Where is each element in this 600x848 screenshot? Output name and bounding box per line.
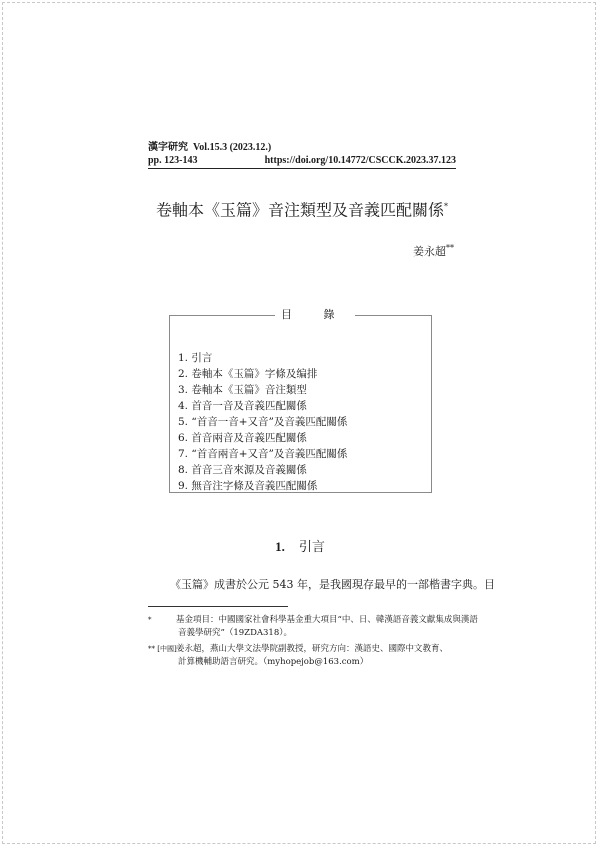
footnote: [148, 614, 478, 640]
body-paragraph: 《玉篇》成書於公元 543 年，是我國現存最早的一部楷書字典。目: [170, 578, 495, 591]
toc-item[interactable]: 4. 首音一音及音義匹配關係: [178, 400, 307, 412]
toc-item[interactable]: 9. 無音注字條及音義匹配關係: [178, 480, 318, 492]
footnote-mark: *: [148, 616, 152, 624]
paper-title: [140, 196, 464, 221]
footnote-mark: ** [中國]: [148, 645, 177, 653]
author-footnote-mark[interactable]: **: [446, 243, 454, 253]
footnote-text: 基金項目：中國國家社會科學基金重大項目“中、日、韓漢語音義文獻集成與漢語: [176, 615, 478, 625]
toc-item[interactable]: 8. 首音三音來源及音義關係: [178, 464, 307, 476]
title-footnote-mark[interactable]: *: [444, 202, 448, 211]
footnote-rule: [148, 606, 288, 607]
section-number: 1.: [275, 539, 285, 554]
header-rule: [148, 168, 456, 169]
journal-volume: Vol.15.3 (2023.12.): [193, 142, 272, 153]
section-heading: [0, 536, 600, 555]
section-title: 引言: [298, 540, 325, 555]
journal-name: 漢字研究: [148, 142, 188, 153]
author: [413, 243, 454, 259]
page-range: pp. 123-143: [148, 155, 198, 166]
toc-item[interactable]: 5. “首音一音+又音”及音義匹配關係: [178, 416, 348, 428]
toc-item[interactable]: 1. 引言: [178, 352, 213, 364]
toc-heading: 目 錄: [275, 306, 355, 322]
running-header: [148, 141, 456, 167]
toc-item[interactable]: 7. “首音兩音+又音”及音義匹配關係: [178, 448, 348, 460]
footnotes: [148, 614, 478, 672]
toc-item[interactable]: 2. 卷軸本《玉篇》字條及编排: [178, 368, 318, 380]
doi-link[interactable]: https://doi.org/10.14772/CSCCK.2023.37.123: [264, 155, 456, 166]
toc-item[interactable]: 3. 卷軸本《玉篇》音注類型: [178, 384, 307, 396]
footnote-text: 姜永超，燕山大學文法學院副教授，研究方向：漢語史、國際中文教育、: [176, 644, 449, 654]
footnote-text: 計算機輔助語言研究。（myhopejob@163.com）: [178, 657, 369, 667]
toc-list: [178, 350, 347, 494]
author-name: 姜永超: [413, 245, 446, 258]
footnote-text: 音義學研究”（19ZDA318）。: [178, 628, 292, 638]
footnote: [148, 643, 468, 669]
toc-item[interactable]: 6. 首音兩音及音義匹配關係: [178, 432, 307, 444]
paper-title-text: 卷軸本《玉篇》音注類型及音義匹配關係: [155, 200, 444, 220]
